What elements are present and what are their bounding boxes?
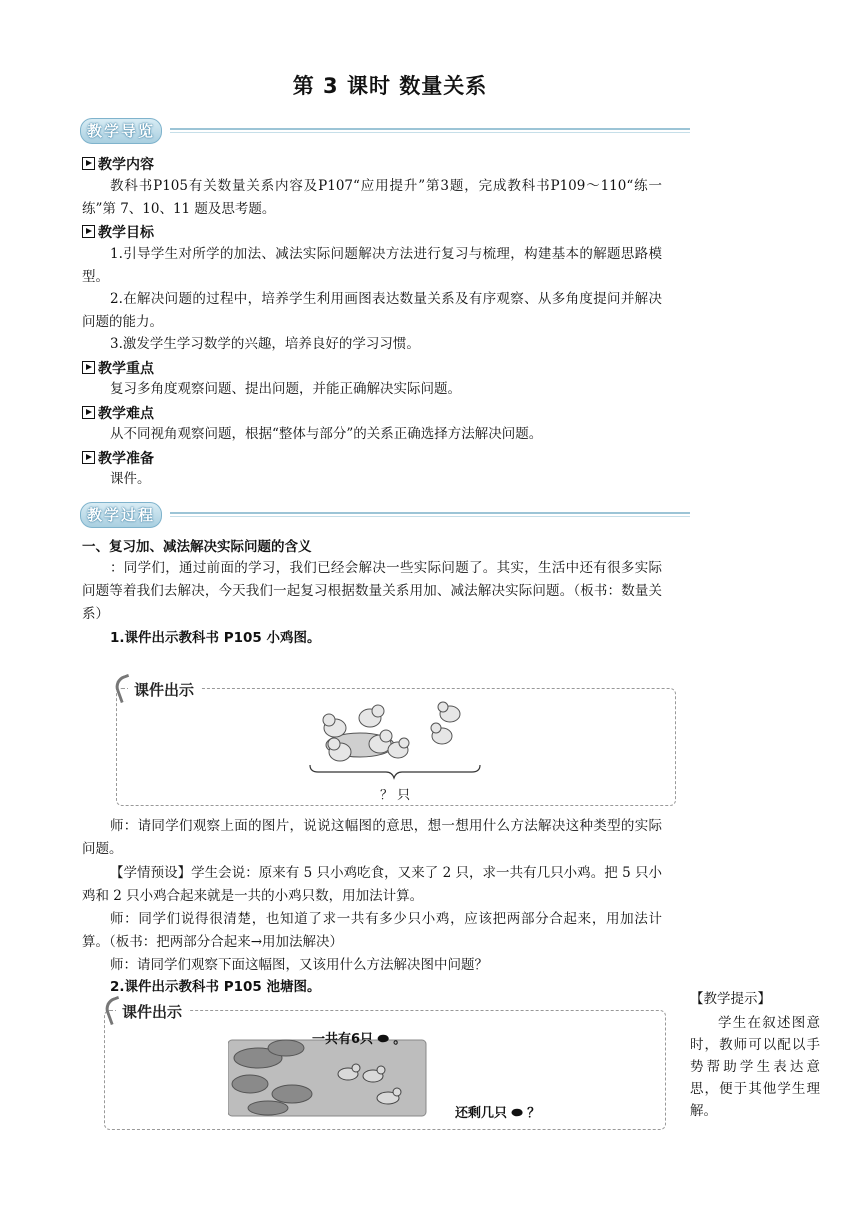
step-2: 2.课件出示教科书 P105 池塘图。: [110, 979, 321, 995]
play-marker-icon: [82, 361, 95, 374]
play-marker-icon: [82, 451, 95, 464]
goals-heading: 教学目标: [82, 222, 154, 242]
teaching-tip-text: 学生在叙述图意时，教师可以配以手势帮助学生表达意思，便于其他学生理解。: [690, 1015, 820, 1119]
teacher-line-1: 师：请同学们观察上面的图片，说说这幅图的意思，想一想用什么方法解决这种类型的实际问题。: [82, 818, 662, 857]
duck-icon: ⬬ 。: [373, 1032, 407, 1047]
chick-question-caption: ？ 只: [380, 788, 411, 803]
duck-icon: ⬬: [507, 1106, 528, 1121]
teacher-line-2: 师：同学们说得很清楚，也知道了求一共有多少只小鸡，应该把两部分合起来，用加法计算。（板书：把两部分合起来→用加法解决）: [82, 911, 662, 950]
content-text: 教科书P105有关数量关系内容及P107“应用提升”第3题，完成教科书P109～110“练一练”第 7、10、11 题及思考题。: [82, 178, 662, 217]
courseware-label: 课件出示: [128, 679, 200, 700]
process-heading-1: 一、复习加、减法解决实际问题的含义: [82, 539, 312, 555]
step-1: 1.课件出示教科书 P105 小鸡图。: [110, 630, 321, 646]
teacher-line-3: 师：请同学们观察下面这幅图，又该用什么方法解决图中问题？: [110, 957, 488, 973]
play-marker-icon: [82, 157, 95, 170]
play-marker-icon: [82, 225, 95, 238]
key-heading: 教学重点: [82, 358, 154, 378]
difficulty-text: 从不同视角观察问题，根据“整体与部分”的关系正确选择方法解决问题。: [110, 426, 543, 442]
goal-1: 1.引导学生对所学的加法、减法实际问题解决方法进行复习与梳理，构建基本的解题思路模型。: [82, 246, 662, 285]
difficulty-heading: 教学难点: [82, 403, 154, 423]
goal-3: 3.激发学生学习数学的兴趣，培养良好的学习习惯。: [110, 336, 420, 352]
banner-label: 教学过程: [80, 502, 162, 528]
prep-heading: 教学准备: [82, 448, 154, 468]
courseware-label: 课件出示: [116, 1001, 188, 1022]
content-heading: 教学内容: [82, 154, 154, 174]
pond-remaining-label: 还剩几只 ⬬ ？: [455, 1106, 541, 1121]
prep-text: 课件。: [110, 471, 151, 487]
key-text: 复习多角度观察问题、提出问题，并能正确解决实际问题。: [110, 381, 461, 397]
section-banner-guide: [80, 118, 690, 144]
process-intro: ：同学们，通过前面的学习，我们已经会解决一些实际问题了。其实，生活中还有很多实际问题等着我们去解决，今天我们一起复习根据数量关系用加、减法解决实际问题。（板书：数量关系）: [82, 560, 662, 622]
chicks-illustration: [300, 700, 500, 790]
student-prediction: 【学情预设】学生会说：原来有 5 只小鸡吃食，又来了 2 只，求一共有几只小鸡。把 5 只小鸡和 2 只小鸡合起来就是一共的小鸡只数，用加法计算。: [82, 865, 662, 904]
goal-2: 2.在解决问题的过程中，培养学生利用画图表达数量关系及有序观察、从多角度提问并解决问题的能力。: [82, 291, 662, 330]
banner-label: 教学导览: [80, 118, 162, 144]
page-title: 第 3 课时 数量关系: [292, 74, 488, 98]
section-banner-process: [80, 502, 690, 528]
pond-total-label: 一共有6只 ⬬ 。: [312, 1032, 407, 1047]
play-marker-icon: [82, 406, 95, 419]
teaching-tip-heading: 【教学提示】: [690, 991, 771, 1007]
